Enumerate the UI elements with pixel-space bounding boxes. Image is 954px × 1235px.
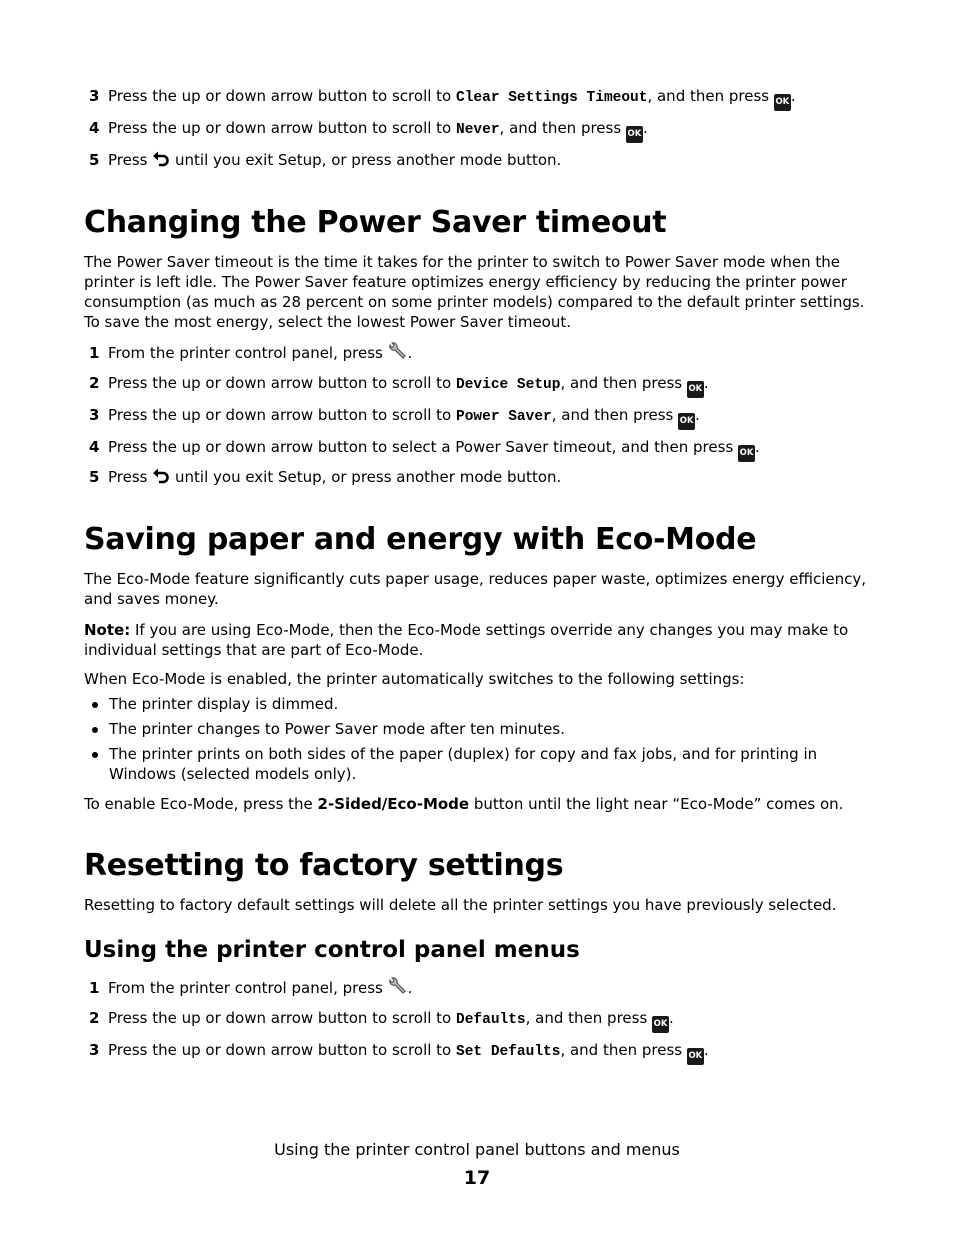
- power-saver-step-1: 1 From the printer control panel, press .: [89, 342, 889, 365]
- factory-reset-description: Resetting to factory default settings will delete all the printer settings you have previously selected.: [84, 896, 837, 914]
- ok-button-icon: OK: [678, 413, 695, 430]
- ok-button-icon: OK: [687, 381, 704, 398]
- back-arrow-icon: [152, 467, 170, 490]
- bullet-dot: [92, 702, 98, 708]
- ok-button-icon: OK: [652, 1016, 669, 1033]
- power-saver-description: The Power Saver timeout is the time it takes for the printer to switch to Power Saver mode when the printer is left idle. The Power Saver feature optimizes energy efficiency by reducing the printer power consumption (as much as 28 percent on some printer models) compared to the default printer settings. To save the most energy, select the lowest Power Saver timeout.: [84, 253, 865, 331]
- power-saver-step-3: 3 Press the up or down arrow button to scroll to Power Saver, and then press OK .: [89, 405, 889, 430]
- footer-title: Using the printer control panel buttons and menus: [274, 1140, 680, 1159]
- menu-option-code: Never: [456, 122, 500, 138]
- step-top-4: 4 Press the up or down arrow button to scroll to Never, and then press OK .: [89, 118, 889, 143]
- bullet-dot: [92, 752, 98, 758]
- ok-button-icon: OK: [774, 94, 791, 111]
- menu-option-code: Device Setup: [456, 377, 561, 393]
- ok-button-icon: OK: [626, 126, 643, 143]
- ok-button-icon: OK: [738, 445, 755, 462]
- section-title-eco-mode: Saving paper and energy with Eco-Mode: [84, 522, 757, 557]
- wrench-icon: [388, 342, 408, 365]
- menu-option-code: Set Defaults: [456, 1044, 561, 1060]
- menu-option-code: Defaults: [456, 1012, 526, 1028]
- bullet-dot: [92, 727, 98, 733]
- list-item: The printer prints on both sides of the paper (duplex) for copy and fax jobs, and for printing in Windows (selected models only).: [89, 744, 874, 784]
- eco-mode-note: Note: If you are using Eco-Mode, then the Eco-Mode settings override any changes you may make to individual settings that are part of Eco-Mode.: [84, 621, 849, 659]
- step-top-3: 3 Press the up or down arrow button to scroll to Clear Settings Timeout, and then press OK .: [89, 86, 889, 111]
- eco-mode-description: The Eco-Mode feature significantly cuts paper usage, reduces paper waste, optimizes energy efficiency, and saves money.: [84, 570, 866, 608]
- menu-option-code: Clear Settings Timeout: [456, 90, 648, 106]
- step-top-5: 5 Press until you exit Setup, or press another mode button.: [89, 150, 889, 173]
- eco-mode-button-name: 2-Sided/Eco-Mode: [317, 795, 470, 813]
- eco-mode-intro: When Eco-Mode is enabled, the printer automatically switches to the following settings:: [84, 670, 745, 688]
- section-title-power-saver: Changing the Power Saver timeout: [84, 205, 667, 240]
- eco-mode-enable-instructions: To enable Eco-Mode, press the 2-Sided/Eco-Mode button until the light near “Eco-Mode” comes on.: [84, 795, 844, 813]
- list-item: The printer changes to Power Saver mode after ten minutes.: [89, 719, 874, 739]
- reset-step-3: 3 Press the up or down arrow button to scroll to Set Defaults, and then press OK .: [89, 1040, 889, 1065]
- note-label: Note:: [84, 621, 131, 639]
- menu-option-code: Power Saver: [456, 409, 552, 425]
- list-item: The printer display is dimmed.: [89, 694, 874, 714]
- section-title-factory-reset: Resetting to factory settings: [84, 848, 564, 883]
- back-arrow-icon: [152, 150, 170, 173]
- power-saver-step-5: 5 Press until you exit Setup, or press another mode button.: [89, 467, 889, 490]
- subsection-title-control-panel: Using the printer control panel menus: [84, 937, 580, 963]
- ok-button-icon: OK: [687, 1048, 704, 1065]
- page-number: 17: [463, 1167, 491, 1189]
- wrench-icon: [388, 977, 408, 1000]
- power-saver-step-2: 2 Press the up or down arrow button to scroll to Device Setup, and then press OK .: [89, 373, 889, 398]
- power-saver-step-4: 4 Press the up or down arrow button to select a Power Saver timeout, and then press OK .: [89, 437, 889, 462]
- reset-step-1: 1 From the printer control panel, press .: [89, 977, 889, 1000]
- reset-step-2: 2 Press the up or down arrow button to scroll to Defaults, and then press OK .: [89, 1008, 889, 1033]
